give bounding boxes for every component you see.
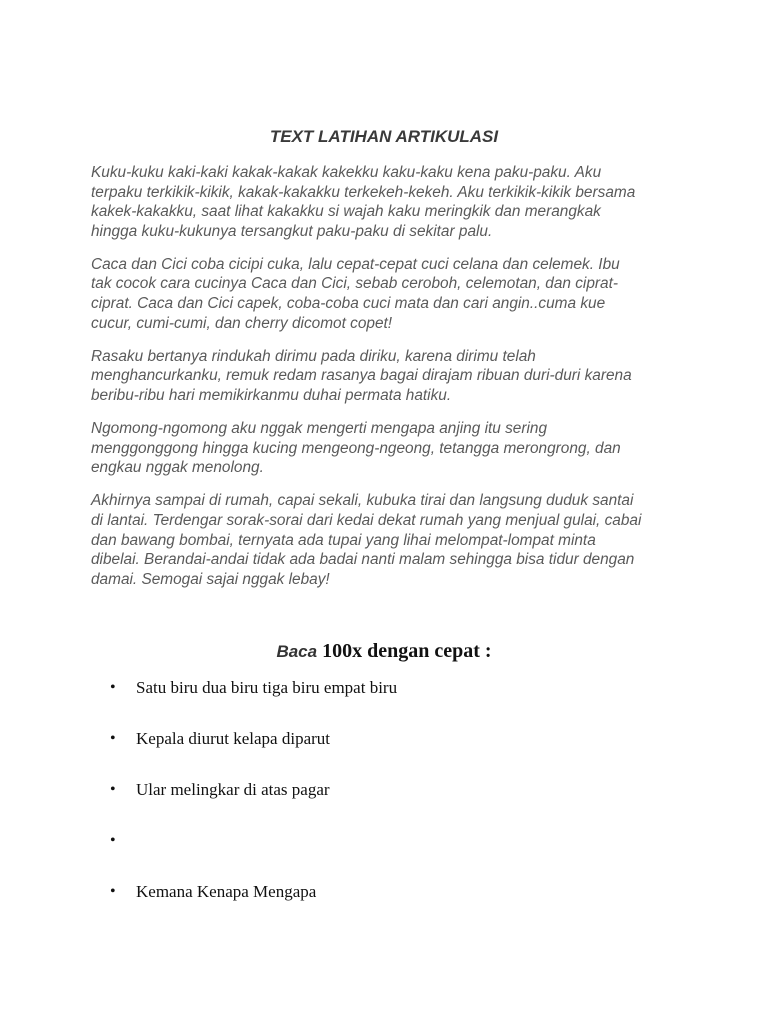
- list-item: [110, 677, 670, 728]
- bullet-icon: •: [110, 832, 116, 849]
- subheading-text: 100x dengan cepat :: [322, 640, 492, 662]
- bullet-icon: •: [110, 730, 116, 747]
- subheading: [0, 640, 768, 663]
- bullet-icon: •: [110, 781, 116, 798]
- list-item-text: Kemana Kenapa Mengapa: [136, 882, 317, 901]
- bullet-icon: •: [110, 679, 116, 696]
- paragraph: Ngomong-ngomong aku nggak mengerti mengapa anjing itu sering menggonggong hingga kucing mengeong-ngeong, tetangga merongrong, dan engkau nggak menolong.: [91, 420, 621, 477]
- paragraph: Caca dan Cici coba cicipi cuka, lalu cepat-cepat cuci celana dan celemek. Ibu tak cocok cara cucinya Caca dan Cici, sebab ceroboh, celemotan, dan ciprat- ciprat. Caca dan Cici capek, coba-coba cuci mata dan cari angin..cuma kue cucur, cumi-cumi, dan cherry dicomot copet!: [91, 255, 620, 332]
- paragraph-section: [91, 163, 691, 603]
- list-item: [110, 728, 670, 779]
- document-title: TEXT LATIHAN ARTIKULASI: [269, 127, 499, 146]
- paragraph: Akhirnya sampai di rumah, capai sekali, kubuka tirai dan langsung duduk santai di lantai. Terdengar sorak-sorai dari kedai dekat rumah yang menjual gulai, cabai dan bawang bombai, ternyata ada tupai yang lihai melompat-lompat minta dibelai. Berandai-andai tidak ada badai nanti malam sehingga bisa tidur dengan damai. Semogai sajai nggak lebay!: [91, 492, 642, 588]
- list-item: [110, 830, 670, 881]
- list-item-text: Ular melingkar di atas pagar: [136, 780, 330, 799]
- paragraph: Rasaku bertanya rindukah dirimu pada diriku, karena dirimu telah menghancurkanku, remuk redam rasanya bagai dirajam ribuan duri-duri karena beribu-ribu hari memikirkanmu duhai permata hatiku.: [91, 347, 632, 404]
- list-item-text: Kepala diurut kelapa diparut: [136, 729, 331, 748]
- paragraph: Kuku-kuku kaki-kaki kakak-kakak kakekku kaku-kaku kena paku-paku. Aku terpaku terkikik-kikik, kakak-kakakku terkekeh-kekeh. Aku terkikik-kikik bersama kakek-kakakku, saat lihat kakakku si wajah kaku meringkik dan merangkak hingga kuku-kukunya tersangkut paku-paku di sekitar palu.: [91, 164, 636, 240]
- bullet-list: [110, 677, 670, 932]
- bullet-icon: •: [110, 883, 116, 900]
- list-item: [110, 779, 670, 830]
- list-item: [110, 881, 670, 932]
- subheading-italic: Baca: [276, 642, 318, 661]
- list-item-text: Satu biru dua biru tiga biru empat biru: [136, 678, 398, 697]
